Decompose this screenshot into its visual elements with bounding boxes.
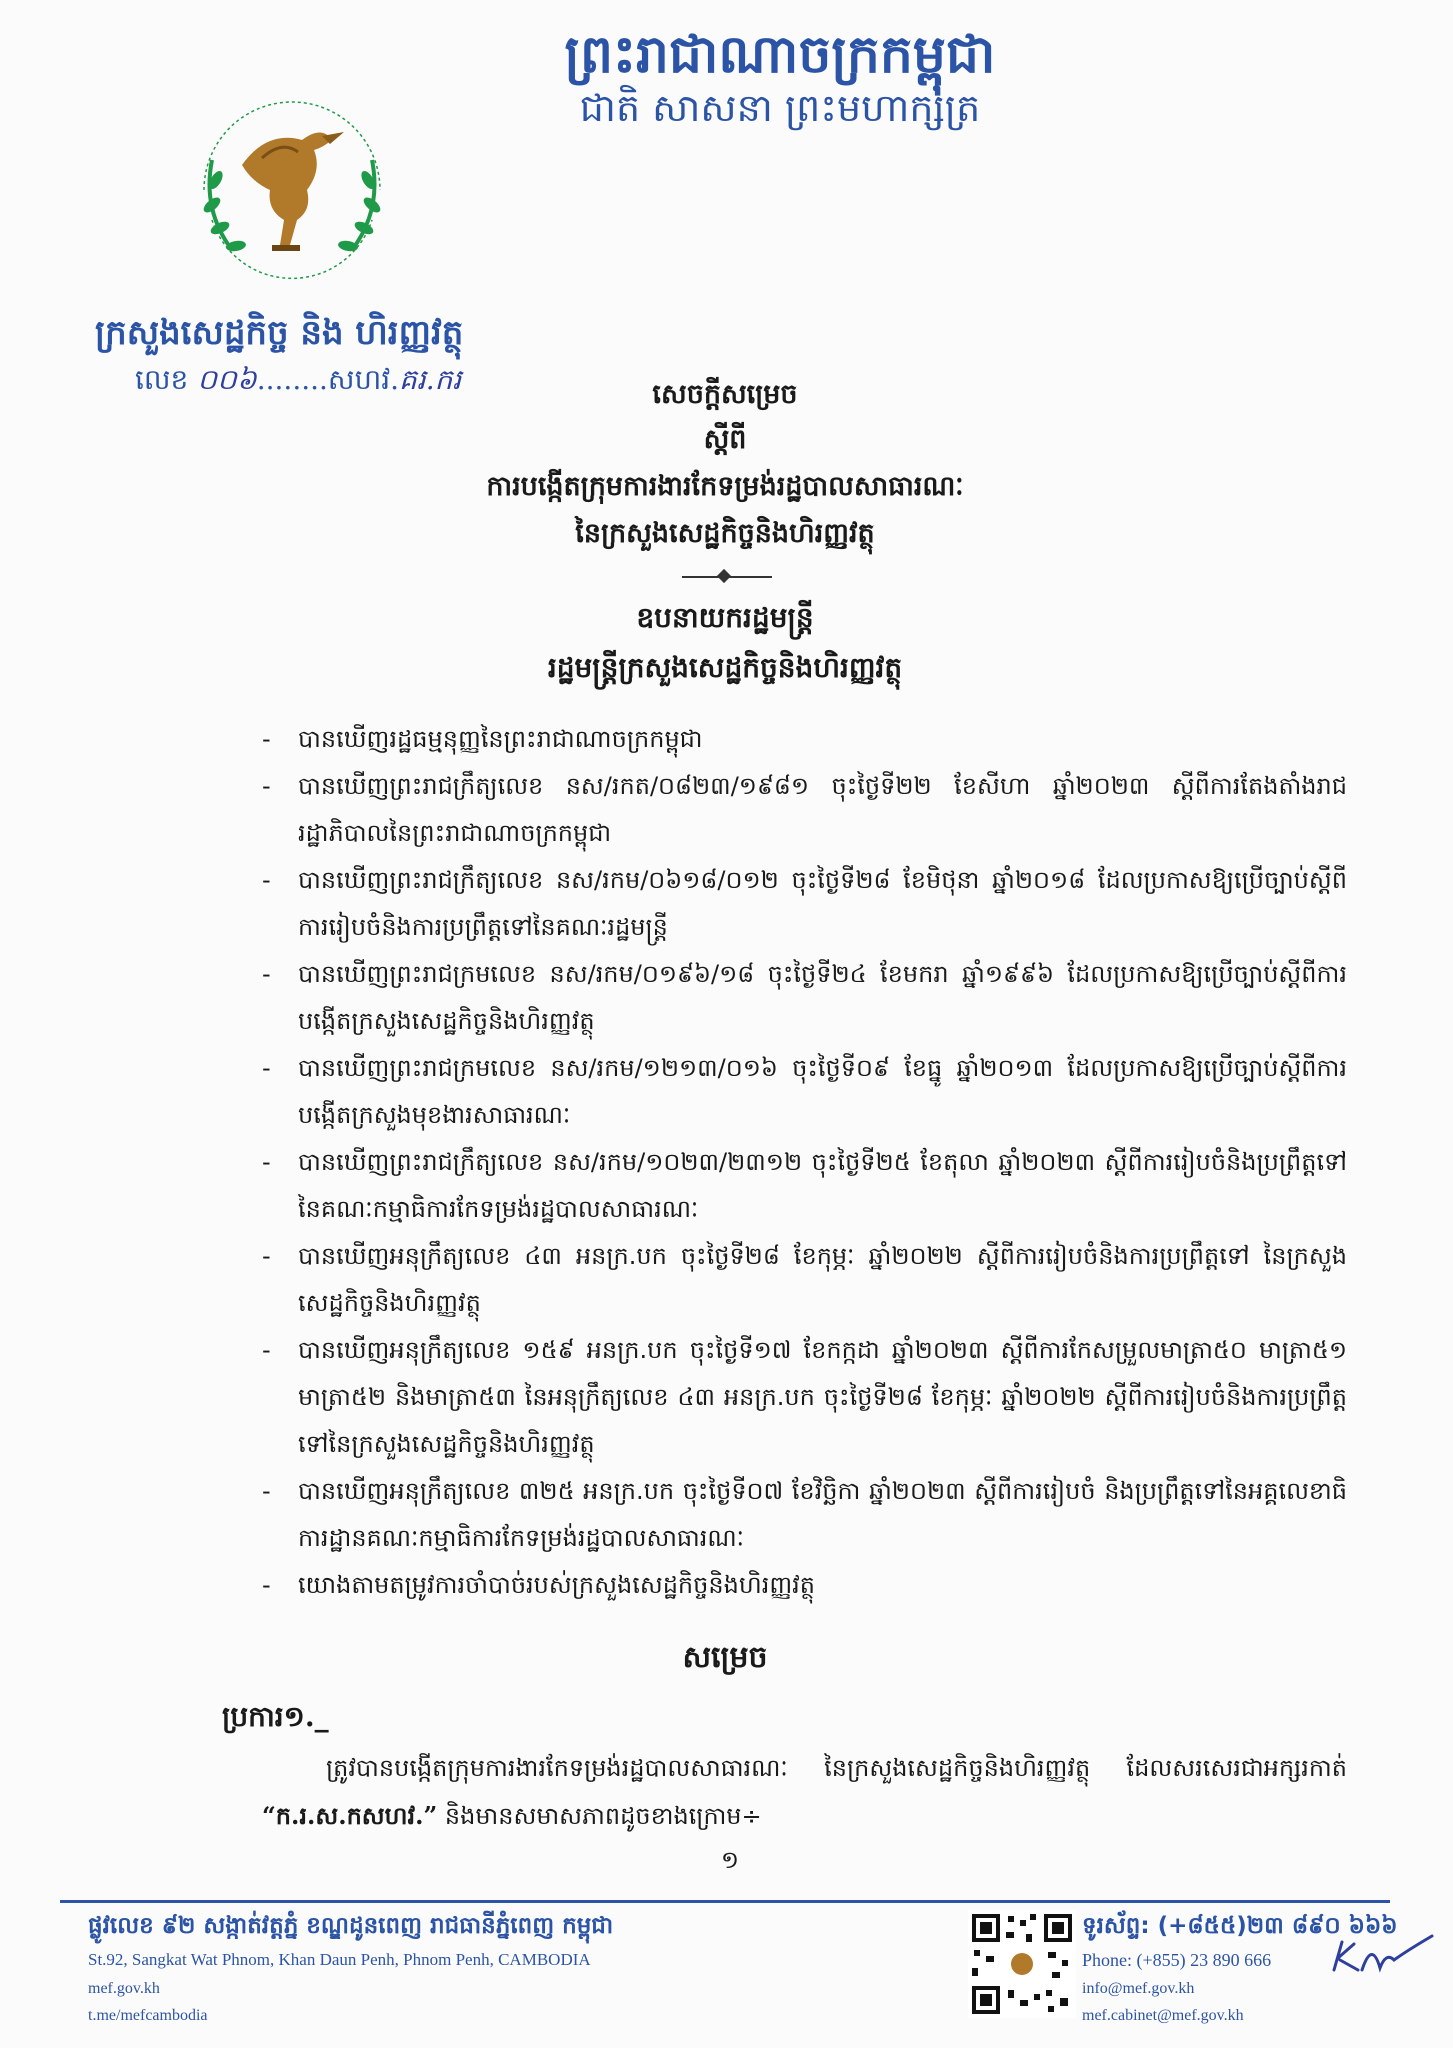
phone-khmer: ទូរស័ព្ទ: (+៨៥៥)២៣ ៨៩០ ៦៦៦	[1082, 1913, 1398, 1939]
list-item: - បានឃើញអនុក្រឹត្យលេខ ៤៣ អនក្រ.បក ចុះថ្ងៃទី២៨ ខែកុម្ភៈ ឆ្នាំ២០២២ ស្តីពីការរៀបចំនិងការប្រព្រឹត្តទៅ នៃក្រសួងសេដ្ឋកិច្ចនិងហិរញ្ញវត្ថុ	[262, 1233, 1347, 1327]
decision-title: សេចក្តីសម្រេច	[652, 379, 798, 410]
list-item: - បានឃើញព្រះរាជក្រឹត្យលេខ នស/រកត/០៨២៣/១៩៨១ ចុះថ្ងៃទី២២ ខែសីហា ឆ្នាំ២០២៣ ស្តីពីការតែងតាំងរាជរដ្ឋាភិបាលនៃព្រះរាជាណាចក្រកម្ពុជា	[262, 763, 1347, 857]
ref-number: ០០៦	[197, 363, 257, 396]
ministry-name: ក្រសួងសេដ្ឋកិច្ច និង ហិរញ្ញវត្ថុ	[95, 313, 464, 353]
article-1-abbreviation: “ក.រ.ស.កសហវ.”	[262, 1801, 438, 1830]
list-item: - បានឃើញអនុក្រឹត្យលេខ ៣២៥ អនក្រ.បក ចុះថ្ងៃទី០៧ ខែវិច្ឆិកា ឆ្នាំ២០២៣ ស្តីពីការរៀបចំ និងប្រព្រឹត្តទៅនៃអគ្គលេខាធិការដ្ឋានគណៈកម្មាធិការកែទម្រង់រដ្ឋបាលសាធារណៈ	[262, 1468, 1347, 1562]
list-item: - បានឃើញរដ្ឋធម្មនុញ្ញនៃព្រះរាជាណាចក្រកម្ពុជា	[262, 716, 1347, 763]
national-motto: ជាតិ សាសនា ព្រះមហាក្សត្រ	[579, 86, 981, 130]
list-item: - បានឃើញព្រះរាជក្រឹត្យលេខ នស/រកម/០៦១៨/០១២ ចុះថ្ងៃទី២៨ ខែមិថុនា ឆ្នាំ២០១៨ ដែលប្រកាសឱ្យប្រើច្បាប់ស្តីពីការរៀបចំនិងការប្រព្រឹត្តទៅនៃគណៈរដ្ឋមន្ត្រី	[262, 857, 1347, 951]
title-regarding: ស្តីពី	[703, 424, 747, 455]
page-number: ១	[720, 1846, 740, 1874]
phone-english: Phone: (+855) 23 890 666	[1082, 1950, 1272, 1970]
email-info[interactable]: info@mef.gov.kh	[1082, 1980, 1195, 1997]
considerations-list	[262, 716, 1347, 1609]
address-khmer: ផ្លូវលេខ ៩២ សង្កាត់វត្តភ្នំ ខណ្ឌដូនពេញ រាជធានីភ្នំពេញ កម្ពុជា	[88, 1913, 614, 1939]
initials-signature	[1328, 1930, 1438, 1980]
ref-code: សហវ.	[327, 363, 400, 396]
hamsa-bird-icon	[242, 132, 344, 251]
divider-ornament	[717, 569, 731, 583]
article-1-label: ប្រការ១._	[222, 1700, 329, 1733]
title-ministry: នៃក្រសួងសេដ្ឋកិច្ចនិងហិរញ្ញវត្ថុ	[575, 518, 875, 549]
telegram-link[interactable]: t.me/mefcambodia	[88, 2007, 208, 2024]
list-item: - យោងតាមតម្រូវការចាំបាច់របស់ក្រសួងសេដ្ឋកិច្ចនិងហិរញ្ញវត្ថុ	[262, 1562, 1347, 1609]
ref-handwritten-code: គរ.ករ	[399, 363, 462, 396]
authority-title: ឧបនាយករដ្ឋមន្ត្រី	[636, 601, 814, 634]
address-english: St.92, Sangkat Wat Phnom, Khan Daun Penh, Phnom Penh, CAMBODIA	[88, 1950, 591, 1969]
article-1-text-after: និងមានសមាសភាពដូចខាងក្រោម÷	[437, 1802, 762, 1830]
ref-prefix: លេខ	[135, 363, 189, 396]
article-1-text	[262, 1745, 1347, 1840]
article-1-text-before: ត្រូវបានបង្កើតក្រុមការងារកែទម្រង់រដ្ឋបាលសាធារណៈ នៃក្រសួងសេដ្ឋកិច្ចនិងហិរញ្ញវត្ថុ ដែលសរសេរជាអក្សរកាត់	[326, 1754, 1347, 1782]
qr-code[interactable]	[968, 1910, 1076, 2018]
ministry-logo	[172, 70, 412, 310]
list-item: - បានឃើញព្រះរាជក្រមលេខ នស/រកម/០១៩៦/១៨ ចុះថ្ងៃទី២៤ ខែមករា ឆ្នាំ១៩៩៦ ដែលប្រកាសឱ្យប្រើច្បាប់ស្តីពីការបង្កើតក្រសួងសេដ្ឋកិច្ចនិងហិរញ្ញវត្ថុ	[262, 951, 1347, 1045]
email-cabinet[interactable]: mef.cabinet@mef.gov.kh	[1082, 2007, 1244, 2024]
title-subject: ការបង្កើតក្រុមការងារកែទម្រង់រដ្ឋបាលសាធារណៈ	[486, 471, 964, 502]
authority-subtitle: រដ្ឋមន្ត្រីក្រសួងសេដ្ឋកិច្ចនិងហិរញ្ញវត្ថុ	[547, 651, 903, 684]
website-link[interactable]: mef.gov.kh	[88, 1980, 160, 1997]
list-item: - បានឃើញព្រះរាជក្រមលេខ នស/រកម/១២១៣/០១៦ ចុះថ្ងៃទី០៩ ខែធ្នូ ឆ្នាំ២០១៣ ដែលប្រកាសឱ្យប្រើច្បាប់ស្តីពីការបង្កើតក្រសួងមុខងារសាធារណៈ	[262, 1045, 1347, 1139]
list-item: - បានឃើញព្រះរាជក្រឹត្យលេខ នស/រកម/១០២៣/២៣១២ ចុះថ្ងៃទី២៥ ខែតុលា ឆ្នាំ២០២៣ ស្តីពីការរៀបចំនិងប្រព្រឹត្តទៅនៃគណៈកម្មាធិការកែទម្រង់រដ្ឋបាលសាធារណៈ	[262, 1139, 1347, 1233]
list-item: - បានឃើញអនុក្រឹត្យលេខ ១៥៩ អនក្រ.បក ចុះថ្ងៃទី១៧ ខែកក្កដា ឆ្នាំ២០២៣ ស្តីពីការកែសម្រួលមាត្រា៥០ មាត្រា៥១ មាត្រា៥២ និងមាត្រា៥៣ នៃអនុក្រឹត្យលេខ ៤៣ អនក្រ.បក ចុះថ្ងៃទី២៨ ខែកុម្ភៈ ឆ្នាំ២០២២ ស្តីពីការរៀបចំនិងការប្រព្រឹត្តទៅនៃក្រសួងសេដ្ឋកិច្ចនិងហិរញ្ញវត្ថុ	[262, 1327, 1347, 1468]
decision-heading: សម្រេច	[682, 1640, 768, 1675]
kingdom-heading: ព្រះរាជាណាចក្រកម្ពុជា	[564, 24, 996, 85]
footer-divider	[60, 1900, 1390, 1903]
ref-dots: ........	[256, 363, 328, 396]
